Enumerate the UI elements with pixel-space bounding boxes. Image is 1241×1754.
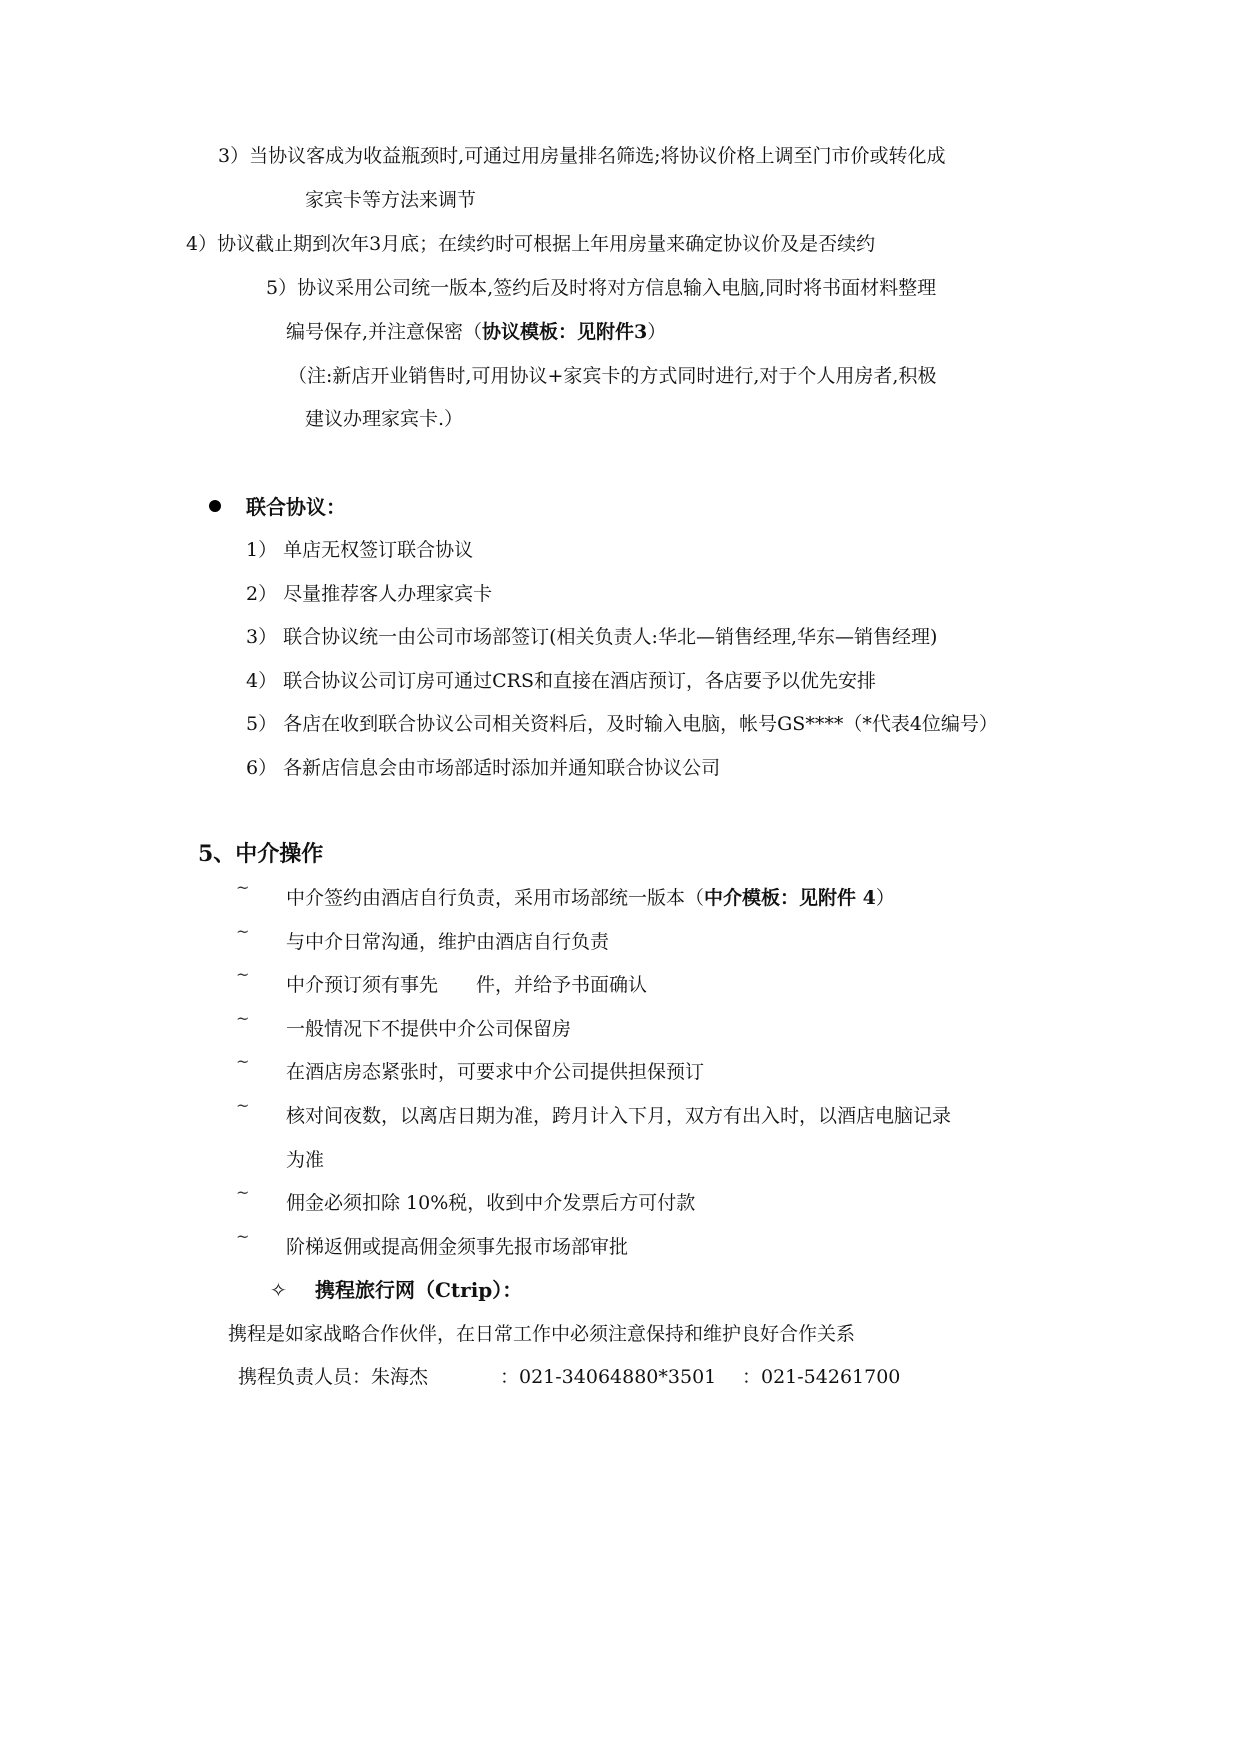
tilde-bullet-icon: ~	[236, 1052, 250, 1071]
agreement-item-4: 4）协议截止期到次年3月底；在续约时可根据上年用房量来确定协议价及是否续约	[186, 233, 876, 255]
agency-item-2: 与中介日常沟通，维护由酒店自行负责	[286, 931, 610, 953]
agency-item-8: 阶梯返佣或提高佣金须事先报市场部审批	[286, 1236, 629, 1258]
agency-item-6-line1: 核对间夜数，以离店日期为准，跨月计入下月，双方有出入时，以酒店电脑记录	[286, 1105, 952, 1127]
ctrip-description: 携程是如家战略合作伙伴，在日常工作中必须注意保持和维护良好合作关系	[228, 1323, 856, 1345]
diamond-bullet-icon: ✧	[270, 1278, 287, 1302]
tilde-bullet-icon: ~	[236, 1227, 250, 1246]
tilde-bullet-icon: ~	[236, 1009, 250, 1028]
tilde-bullet-icon: ~	[236, 965, 250, 984]
agency-item-1-suffix: ）	[875, 887, 895, 909]
tilde-bullet-icon: ~	[236, 922, 250, 941]
agency-item-1	[286, 885, 895, 911]
agency-item-3: 中介预订须有事先 件，并给予书面确认	[286, 974, 648, 996]
agency-item-7: 佣金必须扣除 10%税，收到中介发票后方可付款	[286, 1192, 696, 1214]
joint-agreement-title: 联合协议：	[246, 495, 346, 519]
agency-item-4: 一般情况下不提供中介公司保留房	[286, 1018, 572, 1040]
tilde-bullet-icon: ~	[236, 878, 250, 897]
agency-item-6-line2: 为准	[286, 1149, 325, 1171]
tilde-bullet-icon: ~	[236, 1096, 250, 1115]
agreement-template-ref: 协议模板：见附件3	[482, 321, 648, 343]
ctrip-contact-person: 携程负责人员：朱海杰	[238, 1366, 429, 1388]
agency-item-5: 在酒店房态紧张时，可要求中介公司提供担保预订	[286, 1061, 705, 1083]
ctrip-phone-2: ：021-54261700	[742, 1366, 901, 1388]
agreement-item-3-line1: 3）当协议客成为收益瓶颈时,可通过用房量排名筛选;将协议价格上调至门市价或转化成	[218, 145, 946, 167]
joint-item-4: 4） 联合协议公司订房可通过CRS和直接在酒店预订，各店要予以优先安排	[246, 670, 876, 692]
tilde-bullet-icon: ~	[236, 1183, 250, 1202]
bullet-dot-icon	[209, 500, 221, 512]
agreement-item-5-line1: 5）协议采用公司统一版本,签约后及时将对方信息输入电脑,同时将书面材料整理	[266, 277, 937, 299]
agency-section-title: 5、中介操作	[198, 841, 324, 867]
joint-item-3: 3） 联合协议统一由公司市场部签订(相关负责人:华北—销售经理,华东—销售经理)	[246, 626, 938, 648]
joint-item-5: 5） 各店在收到联合协议公司相关资料后，及时输入电脑，帐号GS****（*代表4位编号）	[246, 713, 998, 735]
agency-template-ref: 中介模板：见附件 4	[704, 887, 876, 909]
agreement-item-5-suffix: ）	[647, 321, 667, 343]
agency-item-1-prefix: 中介签约由酒店自行负责，采用市场部统一版本（	[286, 887, 705, 909]
ctrip-phone-1: ：021-34064880*3501	[500, 1366, 717, 1388]
agreement-item-5-line2	[286, 319, 666, 345]
joint-item-1: 1） 单店无权签订联合协议	[246, 539, 474, 561]
agreement-item-5-prefix: 编号保存,并注意保密（	[286, 321, 483, 343]
ctrip-title: 携程旅行网（Ctrip）：	[315, 1278, 523, 1302]
agreement-item-3-line2: 家宾卡等方法来调节	[305, 189, 477, 211]
note-line1: （注:新店开业销售时,可用协议+家宾卡的方式同时进行,对于个人用房者,积极	[288, 365, 937, 387]
note-line2: 建议办理家宾卡.）	[305, 408, 464, 430]
joint-item-6: 6） 各新店信息会由市场部适时添加并通知联合协议公司	[246, 757, 721, 779]
joint-item-2: 2） 尽量推荐客人办理家宾卡	[246, 583, 493, 605]
